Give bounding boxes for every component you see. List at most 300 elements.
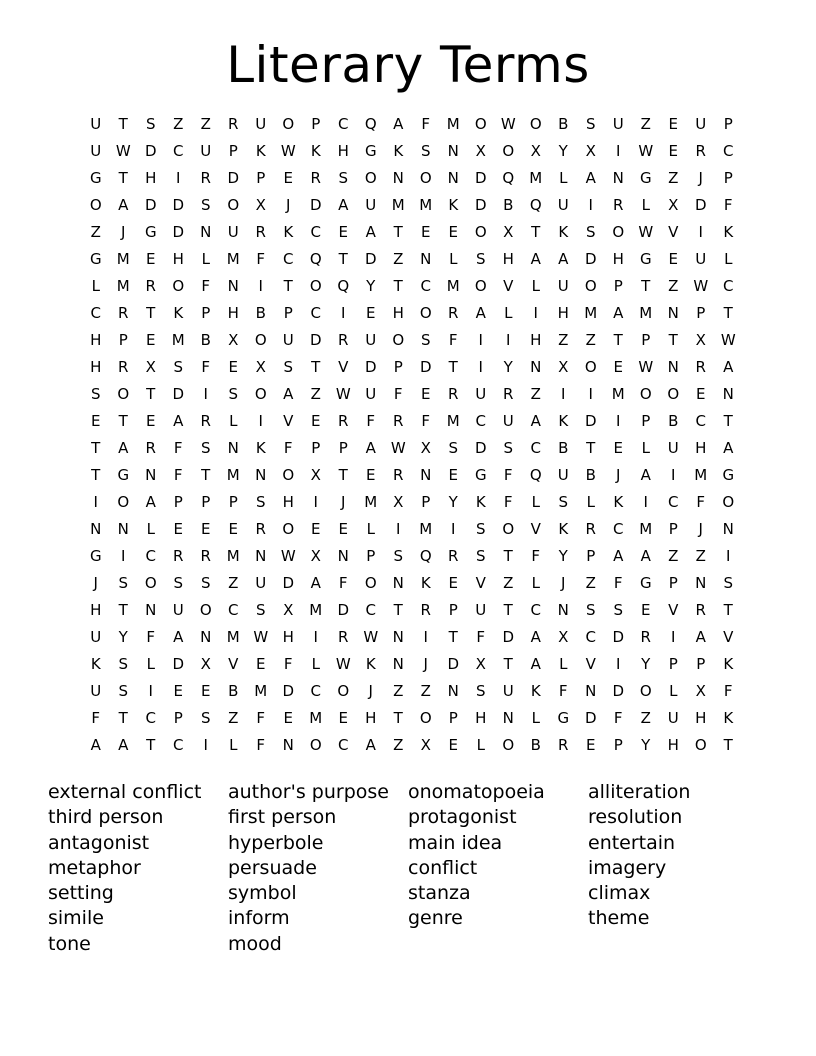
grid-letter: U [200, 142, 212, 160]
grid-letter: B [228, 682, 239, 700]
grid-letter: T [503, 547, 513, 565]
grid-letter: Z [200, 115, 211, 133]
grid-letter: T [146, 385, 156, 403]
grid-letter: O [667, 385, 680, 403]
grid-letter: N [447, 142, 459, 160]
grid-letter: O [584, 277, 597, 295]
grid-letter: A [365, 439, 376, 457]
grid-letter: C [338, 736, 349, 754]
grid-letter: M [226, 466, 240, 484]
word-list-item: third person [48, 806, 164, 829]
grid-letter: G [639, 250, 652, 268]
grid-letter: T [448, 358, 458, 376]
grid-letter: P [448, 709, 458, 727]
grid-letter: A [695, 628, 706, 646]
grid-letter: X [475, 142, 486, 160]
grid-letter: N [722, 385, 734, 403]
grid-letter: S [255, 601, 266, 619]
grid-letter: Z [695, 547, 706, 565]
grid-letter: P [613, 277, 623, 295]
grid-letter: S [200, 439, 211, 457]
grid-letter: G [557, 709, 570, 727]
grid-letter: S [228, 385, 239, 403]
grid-letter: D [474, 169, 487, 187]
grid-letter: C [283, 250, 294, 268]
grid-letter: N [227, 439, 239, 457]
grid-letter: T [723, 736, 733, 754]
grid-letter: S [585, 223, 596, 241]
grid-letter: O [254, 331, 267, 349]
grid-letter: K [558, 223, 569, 241]
grid-letter: O [117, 493, 130, 511]
grid-letter: C [365, 601, 376, 619]
grid-letter: M [639, 304, 653, 322]
grid-letter: O [502, 520, 515, 538]
grid-letter: A [723, 358, 734, 376]
grid-letter: U [365, 331, 377, 349]
grid-letter: K [310, 142, 321, 160]
word-list-item: setting [48, 882, 114, 905]
grid-row [82, 732, 742, 759]
grid-letter: X [393, 493, 404, 511]
grid-letter: Y [641, 655, 651, 673]
grid-letter: E [448, 736, 458, 754]
grid-letter: P [641, 412, 651, 430]
grid-letter: A [173, 628, 184, 646]
grid-letter: E [146, 250, 156, 268]
grid-letter: F [421, 412, 431, 430]
grid-letter: X [255, 196, 266, 214]
grid-letter: A [145, 493, 156, 511]
grid-letter: F [448, 331, 458, 349]
grid-letter: I [671, 466, 676, 484]
grid-letter: Y [118, 628, 128, 646]
grid-letter: F [283, 655, 293, 673]
grid-letter: F [201, 277, 211, 295]
grid-letter: O [474, 115, 487, 133]
grid-letter: F [613, 574, 623, 592]
grid-letter: K [393, 142, 404, 160]
grid-letter: C [173, 142, 184, 160]
grid-letter: M [446, 115, 460, 133]
grid-letter: F [503, 493, 513, 511]
grid-letter: O [639, 385, 652, 403]
grid-letter: U [90, 682, 102, 700]
grid-letter: V [338, 358, 349, 376]
grid-letter: M [226, 628, 240, 646]
grid-letter: F [173, 466, 183, 484]
grid-letter: M [391, 196, 405, 214]
grid-row [82, 435, 742, 462]
grid-row [82, 462, 742, 489]
grid-letter: E [448, 466, 458, 484]
grid-letter: X [530, 142, 541, 160]
grid-letter: O [282, 520, 295, 538]
grid-letter: O [199, 601, 212, 619]
grid-letter: O [309, 277, 322, 295]
grid-letter: O [364, 574, 377, 592]
grid-letter: O [419, 304, 432, 322]
grid-letter: E [696, 385, 706, 403]
grid-letter: M [309, 709, 323, 727]
grid-letter: Z [668, 277, 679, 295]
grid-letter: P [311, 115, 321, 133]
grid-letter: D [364, 250, 377, 268]
grid-letter: U [695, 115, 707, 133]
grid-letter: T [586, 439, 596, 457]
grid-letter: Z [310, 385, 321, 403]
grid-letter: I [258, 412, 263, 430]
grid-letter: R [558, 736, 569, 754]
grid-letter: R [448, 304, 459, 322]
grid-letter: H [282, 493, 294, 511]
grid-row [82, 246, 742, 273]
grid-letter: W [720, 331, 736, 349]
word-list-item: antagonist [48, 831, 150, 854]
word-list-item: author's purpose [228, 781, 389, 803]
grid-letter: N [337, 547, 349, 565]
grid-letter: G [639, 574, 652, 592]
grid-letter: F [531, 547, 541, 565]
grid-letter: H [475, 709, 487, 727]
grid-letter: N [392, 655, 404, 673]
grid-letter: W [500, 115, 516, 133]
grid-letter: C [695, 412, 706, 430]
grid-letter: T [641, 277, 651, 295]
grid-letter: D [144, 142, 157, 160]
grid-letter: R [695, 601, 706, 619]
grid-letter: R [200, 412, 211, 430]
grid-letter: K [420, 574, 431, 592]
grid-letter: S [585, 115, 596, 133]
grid-letter: F [283, 439, 293, 457]
grid-letter: T [393, 223, 403, 241]
grid-letter: E [173, 682, 183, 700]
grid-letter: T [146, 304, 156, 322]
grid-letter: D [584, 412, 597, 430]
grid-letter: M [309, 601, 323, 619]
grid-letter: A [558, 250, 569, 268]
grid-letter: D [282, 682, 295, 700]
grid-letter: P [338, 439, 348, 457]
grid-letter: Q [309, 250, 322, 268]
grid-letter: X [475, 655, 486, 673]
grid-letter: R [310, 169, 321, 187]
grid-letter: A [475, 304, 486, 322]
grid-letter: S [173, 574, 184, 592]
grid-letter: T [393, 277, 403, 295]
grid-letter: G [89, 169, 102, 187]
grid-letter: D [144, 196, 157, 214]
grid-letter: H [90, 601, 102, 619]
grid-letter: W [280, 547, 296, 565]
grid-letter: P [201, 493, 211, 511]
grid-letter: C [723, 142, 734, 160]
grid-letter: A [530, 655, 541, 673]
grid-letter: H [695, 439, 707, 457]
grid-row [82, 327, 742, 354]
grid-letter: O [502, 142, 515, 160]
grid-letter: X [503, 223, 514, 241]
grid-letter: O [529, 115, 542, 133]
grid-letter: Z [90, 223, 101, 241]
grid-letter: E [283, 169, 293, 187]
word-list-item: main idea [408, 831, 503, 854]
grid-letter: J [121, 223, 126, 241]
grid-letter: X [200, 655, 211, 673]
grid-letter: F [696, 493, 706, 511]
grid-letter: M [116, 277, 130, 295]
grid-letter: E [668, 142, 678, 160]
grid-letter: C [338, 115, 349, 133]
grid-letter: V [668, 601, 679, 619]
grid-letter: G [639, 169, 652, 187]
grid-letter: L [201, 250, 210, 268]
grid-letter: H [392, 304, 404, 322]
grid-letter: A [118, 439, 129, 457]
grid-letter: I [616, 412, 621, 430]
grid-letter: H [90, 358, 102, 376]
grid-letter: A [365, 223, 376, 241]
grid-letter: E [613, 358, 623, 376]
grid-letter: T [311, 358, 321, 376]
grid-letter: L [91, 277, 100, 295]
grid-letter: W [253, 628, 269, 646]
grid-letter: P [173, 709, 183, 727]
grid-letter: L [559, 655, 568, 673]
grid-letter: H [282, 628, 294, 646]
grid-letter: L [641, 439, 650, 457]
grid-letter: H [530, 331, 542, 349]
grid-letter: V [723, 628, 734, 646]
grid-letter: L [229, 736, 238, 754]
grid-letter: N [255, 547, 267, 565]
grid-letter: K [448, 196, 459, 214]
grid-letter: O [144, 574, 157, 592]
grid-letter: A [530, 412, 541, 430]
grid-letter: D [612, 628, 625, 646]
grid-letter: E [146, 331, 156, 349]
grid-letter: N [612, 169, 624, 187]
grid-letter: C [310, 682, 321, 700]
grid-letter: T [201, 466, 211, 484]
grid-letter: C [310, 223, 321, 241]
grid-letter: X [420, 736, 431, 754]
grid-letter: I [478, 331, 483, 349]
grid-letter: E [311, 520, 321, 538]
grid-letter: M [529, 169, 543, 187]
grid-letter: Z [228, 574, 239, 592]
grid-row [82, 516, 742, 543]
grid-letter: I [148, 682, 153, 700]
word-list-item: persuade [228, 856, 317, 879]
word-list-item: conflict [408, 856, 478, 879]
grid-letter: S [338, 169, 349, 187]
grid-letter: C [475, 412, 486, 430]
grid-letter: S [200, 196, 211, 214]
grid-letter: O [227, 196, 240, 214]
grid-letter: K [558, 520, 569, 538]
grid-letter: K [255, 439, 266, 457]
grid-letter: N [557, 601, 569, 619]
grid-letter: R [393, 412, 404, 430]
grid-letter: U [502, 412, 514, 430]
grid-letter: A [613, 547, 624, 565]
grid-letter: F [613, 709, 623, 727]
grid-letter: L [449, 250, 458, 268]
grid-letter: Y [558, 547, 568, 565]
grid-letter: O [474, 223, 487, 241]
grid-letter: C [90, 304, 101, 322]
grid-letter: I [506, 331, 511, 349]
grid-letter: T [531, 223, 541, 241]
grid-letter: C [530, 439, 541, 457]
word-bank [48, 780, 768, 957]
grid-letter: E [448, 574, 458, 592]
grid-letter: M [364, 493, 378, 511]
grid-letter: M [584, 304, 598, 322]
grid-letter: Z [585, 331, 596, 349]
grid-letter: J [368, 682, 373, 700]
grid-letter: N [420, 466, 432, 484]
grid-letter: E [586, 736, 596, 754]
grid-letter: N [585, 682, 597, 700]
grid-letter: F [366, 412, 376, 430]
grid-letter: Z [640, 709, 651, 727]
grid-letter: A [338, 196, 349, 214]
grid-letter: A [310, 574, 321, 592]
grid-letter: F [338, 574, 348, 592]
grid-letter: U [557, 466, 569, 484]
grid-letter: R [393, 466, 404, 484]
grid-letter: G [144, 223, 157, 241]
grid-letter: M [116, 250, 130, 268]
word-list-item: symbol [228, 882, 297, 905]
grid-letter: I [588, 385, 593, 403]
grid-letter: S [448, 439, 459, 457]
grid-letter: T [118, 412, 128, 430]
grid-row [82, 273, 742, 300]
grid-row [82, 678, 742, 705]
grid-letter: H [502, 250, 514, 268]
grid-letter: E [338, 520, 348, 538]
grid-letter: Z [393, 250, 404, 268]
grid-letter: A [173, 412, 184, 430]
word-column [48, 780, 228, 957]
grid-letter: V [283, 412, 294, 430]
grid-letter: I [423, 628, 428, 646]
grid-letter: S [503, 439, 514, 457]
grid-letter: I [313, 628, 318, 646]
grid-letter: F [91, 709, 101, 727]
grid-letter: B [255, 304, 266, 322]
grid-letter: K [613, 493, 624, 511]
grid-letter: A [90, 736, 101, 754]
grid-letter: X [585, 142, 596, 160]
grid-letter: Z [393, 736, 404, 754]
grid-letter: I [671, 628, 676, 646]
grid-letter: C [723, 277, 734, 295]
grid-letter: R [695, 358, 706, 376]
grid-letter: Z [668, 169, 679, 187]
grid-letter: X [558, 628, 569, 646]
grid-letter: R [448, 547, 459, 565]
grid-row [82, 165, 742, 192]
grid-letter: C [310, 304, 321, 322]
grid-letter: S [118, 655, 129, 673]
grid-letter: T [668, 331, 678, 349]
grid-letter: X [145, 358, 156, 376]
grid-letter: O [337, 682, 350, 700]
grid-letter: Y [558, 142, 568, 160]
grid-letter: F [476, 628, 486, 646]
grid-letter: M [226, 547, 240, 565]
grid-letter: W [638, 358, 654, 376]
grid-letter: H [227, 304, 239, 322]
grid-letter: U [282, 331, 294, 349]
grid-letter: S [200, 574, 211, 592]
grid-letter: B [530, 736, 541, 754]
grid-letter: X [558, 358, 569, 376]
grid-letter: O [282, 115, 295, 133]
grid-letter: H [557, 304, 569, 322]
grid-letter: E [228, 358, 238, 376]
grid-letter: N [447, 682, 459, 700]
grid-letter: I [203, 385, 208, 403]
grid-letter: M [611, 385, 625, 403]
grid-letter: R [255, 520, 266, 538]
grid-letter: A [723, 439, 734, 457]
grid-letter: T [723, 601, 733, 619]
grid-letter: E [91, 412, 101, 430]
grid-letter: R [145, 439, 156, 457]
grid-letter: P [366, 547, 376, 565]
grid-letter: L [476, 736, 485, 754]
grid-letter: U [90, 142, 102, 160]
grid-letter: O [89, 196, 102, 214]
grid-letter: Z [558, 331, 569, 349]
grid-letter: J [286, 196, 291, 214]
grid-letter: M [419, 196, 433, 214]
grid-letter: W [638, 142, 654, 160]
word-search-grid [82, 111, 742, 759]
grid-letter: T [393, 601, 403, 619]
grid-letter: I [258, 277, 263, 295]
grid-letter: C [173, 736, 184, 754]
grid-letter: H [365, 709, 377, 727]
grid-letter: S [475, 682, 486, 700]
grid-letter: D [172, 223, 185, 241]
grid-letter: W [693, 277, 709, 295]
grid-letter: I [176, 169, 181, 187]
grid-letter: L [641, 196, 650, 214]
grid-letter: P [228, 142, 238, 160]
word-list-item: imagery [588, 856, 667, 879]
grid-letter: O [612, 223, 625, 241]
grid-letter: B [585, 466, 596, 484]
grid-letter: S [723, 574, 734, 592]
grid-letter: E [146, 412, 156, 430]
grid-letter: K [530, 682, 541, 700]
grid-letter: P [256, 169, 266, 187]
grid-letter: E [338, 223, 348, 241]
grid-letter: D [584, 250, 597, 268]
grid-letter: P [641, 331, 651, 349]
grid-letter: N [420, 250, 432, 268]
grid-letter: O [282, 466, 295, 484]
grid-letter: P [723, 169, 733, 187]
grid-letter: R [338, 412, 349, 430]
